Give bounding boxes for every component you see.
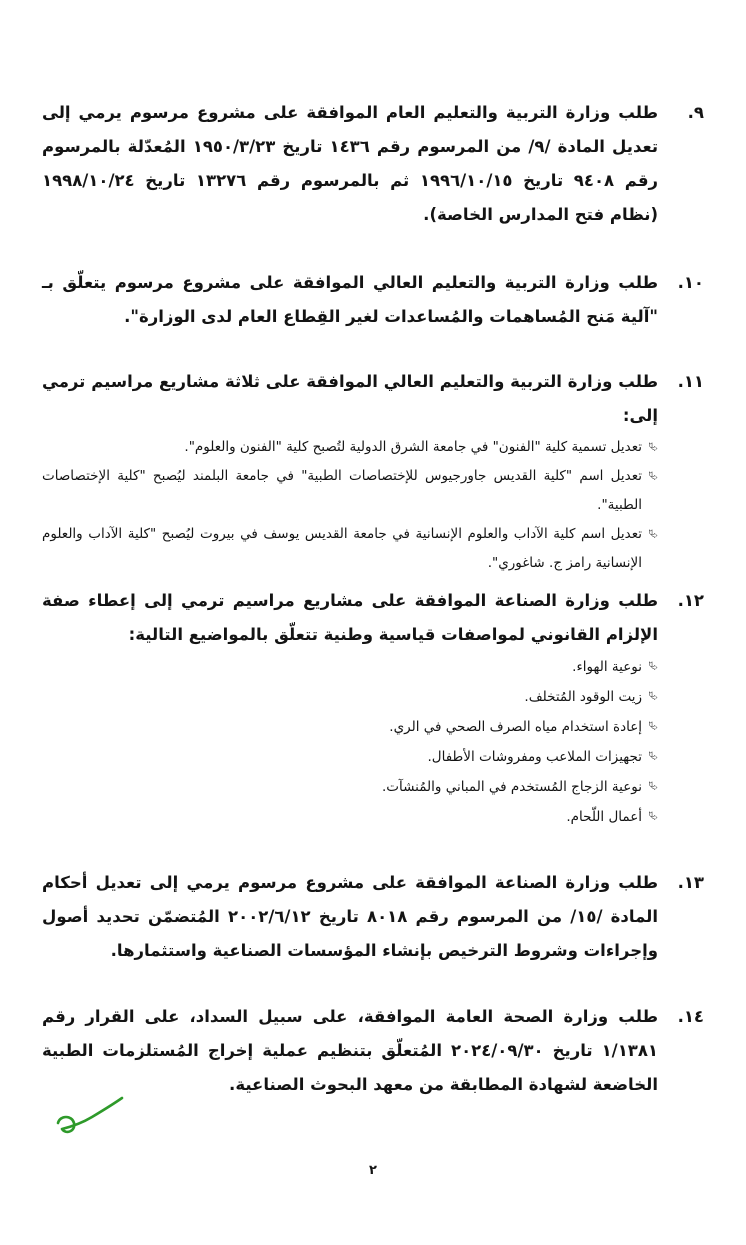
check-mark-icon: ⮱ [648,719,658,733]
sub-item: ⮱ تعديل اسم كلية الآداب والعلوم الإنسانية في جامعة القديس يوسف في بيروت ليُصبح "كلية الآداب والعلوم الإنسانية رامز ج. شاغوري". [42,520,658,578]
check-mark-icon: ⮱ [648,749,658,763]
item-text: طلب وزارة الصناعة الموافقة على مشروع مرسوم يرمي إلى تعديل أحكام المادة /١٥/ من المرسوم رقم ٨٠١٨ تاريخ ٢٠٠٢/٦/١٢ المُتضمّن تحديد أصول وإجراءات وشروط الترخيص بإنشاء المؤسسات الصناعية واستثمارها. [42,873,659,960]
check-mark-icon: ⮱ [648,809,658,823]
item-text: طلب وزارة الصناعة الموافقة على مشاريع مراسيم ترمي إلى إعطاء صفة الإلزام القانوني لمواصفات قياسية وطنية تتعلّق بالمواضيع التالية: [42,591,658,644]
sub-list [42,433,658,578]
item-text: طلب وزارة الصحة العامة الموافقة، على سبيل السداد، على القرار رقم ١/١٣٨١ تاريخ ٢٠٢٤/٠٩/٣٠ المُتعلّق بتنظيم عملية إخراج المُستلزمات الطبية الخاضعة لشهادة المطابقة من معهد البحوث الصناعية. [42,1007,658,1094]
check-mark-icon: ⮱ [648,527,658,541]
item-number: ١١. [677,372,704,391]
sub-item: ⮱ تعديل تسمية كلية "الفنون" في جامعة الشرق الدولية لتُصبح كلية "الفنون والعلوم". [42,433,658,462]
sub-item: ⮱ زيت الوقود المُتخلف. [42,682,658,712]
item-text: طلب وزارة التربية والتعليم العالي الموافقة على مشروع مرسوم يتعلّق بـ "آلية مَنح المُساهمات والمُساعدات لغير القِطاع العام لدى الوزارة". [42,273,658,326]
signature-initials [52,1093,126,1139]
check-mark-icon: ⮱ [648,689,658,703]
sub-item: ⮱ تجهيزات الملاعب ومفروشات الأطفال. [42,742,658,772]
item-number: ٩. [687,103,704,122]
check-mark-icon: ⮱ [648,440,658,454]
sub-item: ⮱ نوعية الزجاج المُستخدم في المباني والمُنشآت. [42,772,658,802]
sub-item: ⮱ إعادة استخدام مياه الصرف الصحي في الري. [42,712,658,742]
item-number: ١٤. [677,1007,704,1026]
agenda-item-13 [42,866,704,968]
page-number: ٢ [369,1163,377,1178]
item-number: ١٠. [677,273,704,292]
agenda-item-9 [42,96,704,232]
item-text: طلب وزارة التربية والتعليم العالي الموافقة على ثلاثة مشاريع مراسيم ترمي إلى: [42,372,658,425]
sub-item: ⮱ أعمال اللّحام. [42,802,658,832]
item-number: ١٢. [677,591,704,610]
agenda-item-12 [42,584,704,832]
agenda-item-10 [42,266,704,334]
sub-item: ⮱ نوعية الهواء. [42,652,658,682]
item-number: ١٣. [677,873,704,892]
check-mark-icon: ⮱ [648,469,658,483]
check-mark-icon: ⮱ [648,779,658,793]
agenda-item-14 [42,1000,704,1102]
sub-list [42,652,658,832]
sub-item: ⮱ تعديل اسم "كلية القديس جاورجيوس للإختصاصات الطبية" في جامعة البلمند ليُصبح "كلية الإختصاصات الطبية". [42,462,658,520]
item-text: طلب وزارة التربية والتعليم العام الموافقة على مشروع مرسوم يرمي إلى تعديل المادة /٩/ من المرسوم رقم ١٤٣٦ تاريخ ١٩٥٠/٣/٢٣ المُعدّلة بالمرسوم رقم ٩٤٠٨ تاريخ ١٩٩٦/١٠/١٥ ثم بالمرسوم رقم ١٣٢٧٦ تاريخ ١٩٩٨/١٠/٢٤ (نظام فتح المدارس الخاصة). [42,103,659,224]
agenda-item-11 [42,365,704,578]
check-mark-icon: ⮱ [648,659,658,673]
